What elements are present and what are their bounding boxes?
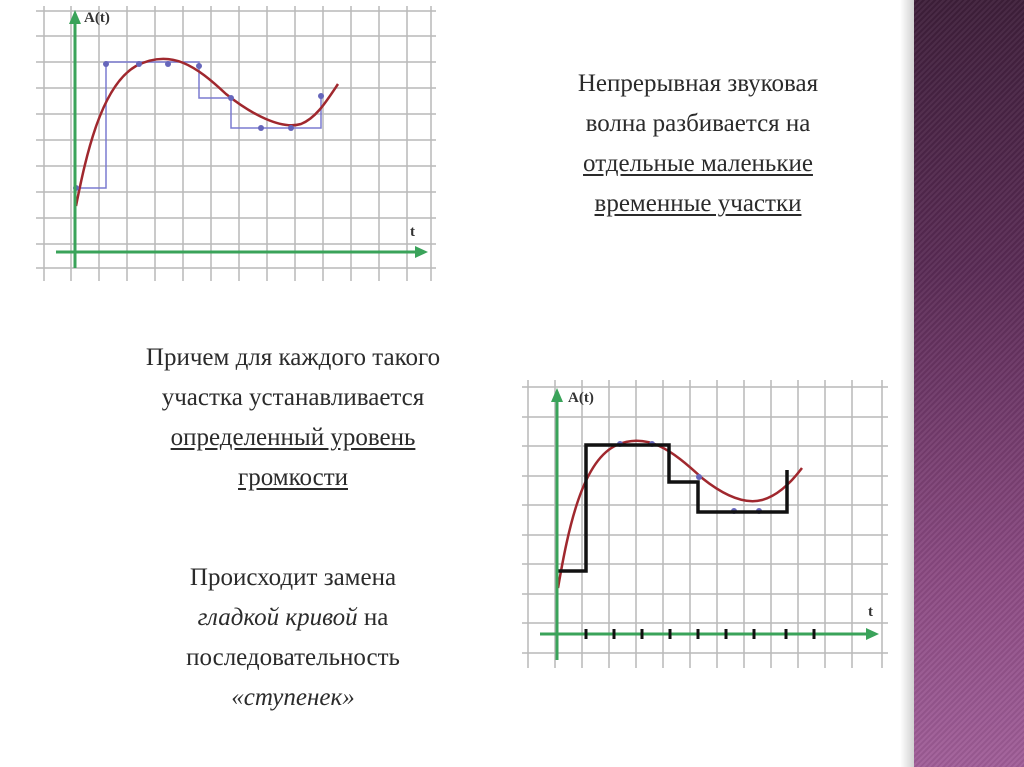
decorative-side-panel	[914, 0, 1024, 767]
smooth-curve	[558, 441, 802, 588]
grid	[522, 380, 888, 668]
text1-line4: временные участки	[594, 190, 802, 217]
text2-line4: громкости	[238, 464, 348, 491]
text3-line2-rest: на	[357, 604, 389, 631]
text3-line3: последовательность	[186, 644, 400, 671]
text-block-loudness-level	[58, 338, 528, 498]
text-block-continuous-wave	[512, 64, 884, 224]
x-axis-label: t	[868, 604, 873, 620]
axes	[540, 388, 879, 660]
text-block-step-replacement	[96, 558, 490, 718]
grid	[36, 6, 436, 281]
step-function	[558, 445, 787, 571]
text1-line1: Непрерывная звуковая	[577, 70, 819, 97]
graph-bottom	[522, 380, 888, 668]
text2-line3: определенный уровень	[170, 424, 416, 451]
text3-line4: «ступенек»	[231, 684, 355, 711]
text3-line2-italic: гладкой кривой	[197, 604, 358, 631]
x-axis-label: t	[410, 224, 415, 240]
y-axis-label: A(t)	[568, 390, 594, 406]
text3-line1: Происходит замена	[189, 564, 397, 591]
text1-line3: отдельные маленькие	[583, 150, 813, 177]
text1-line2: волна разбивается на	[585, 110, 811, 137]
side-shadow	[900, 0, 914, 767]
y-axis-label: A(t)	[84, 10, 110, 26]
graph-top	[36, 6, 436, 286]
smooth-curve	[76, 59, 338, 206]
text3-line2	[96, 598, 490, 638]
axes	[56, 10, 428, 268]
text2-line1: Причем для каждого такого	[145, 344, 441, 371]
text2-line2: участка устанавливается	[161, 384, 425, 411]
